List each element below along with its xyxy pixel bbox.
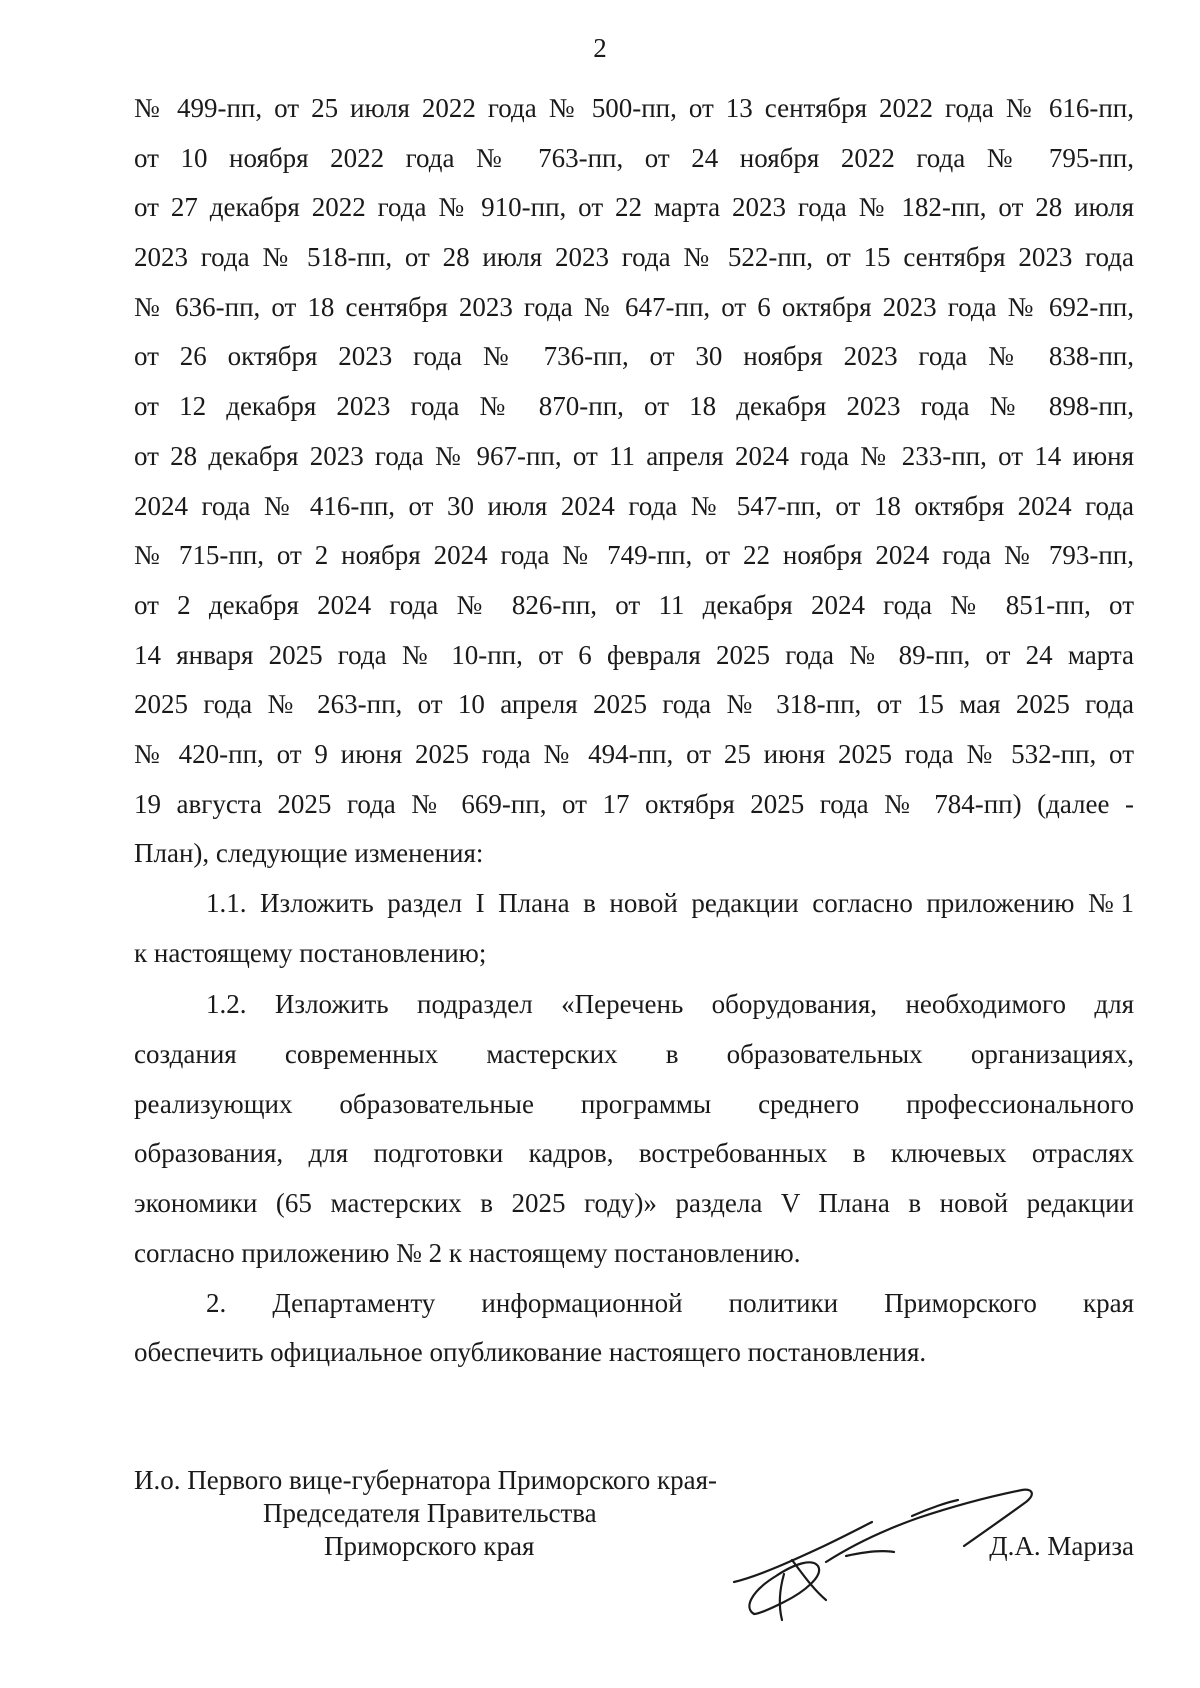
text-line: экономики (65 мастерских в 2025 году)» раздела V Плана в новой редакции bbox=[134, 1188, 1134, 1219]
paragraph-item-1-2 bbox=[134, 980, 1134, 1278]
text-line: 1.1. Изложить раздел I Плана в новой редакции согласно приложению №1 bbox=[206, 888, 1134, 918]
text-line: 14 января 2025 года № 10-пп, от 6 февраля 2025 года № 89-пп, от 24 марта bbox=[134, 639, 1134, 670]
text-line: согласно приложению № 2 к настоящему постановлению. bbox=[134, 1237, 801, 1268]
text-line: 19 августа 2025 года № 669-пп, от 17 октября 2025 года № 784-пп) (далее - bbox=[134, 788, 1134, 819]
signature-block bbox=[134, 1464, 1134, 1634]
text-line: План), следующие изменения: bbox=[134, 838, 484, 869]
text-line: № 715-пп, от 2 ноября 2024 года № 749-пп, от 22 ноября 2024 года № 793-пп, bbox=[134, 540, 1134, 571]
text-line: 2023 года № 518-пп, от 28 июля 2023 года № 522-пп, от 15 сентября 2023 года bbox=[134, 242, 1134, 273]
signatory-name: Д.А. Мариза bbox=[989, 1531, 1134, 1561]
text-line: 1.2. Изложить подраздел «Перечень оборудования, необходимого для bbox=[206, 989, 1134, 1020]
signatory-title-line-1: И.о. Первого вице-губернатора Приморского края- bbox=[134, 1465, 717, 1495]
text-line: от 12 декабря 2023 года № 870-пп, от 18 декабря 2023 года № 898-пп, bbox=[134, 391, 1134, 422]
text-line: от 27 декабря 2022 года № 910-пп, от 22 марта 2023 года № 182-пп, от 28 июля bbox=[134, 192, 1134, 223]
text-line: реализующих образовательные программы среднего профессионального bbox=[134, 1088, 1134, 1119]
text-line: 2024 года № 416-пп, от 30 июля 2024 года № 547-пп, от 18 октября 2024 года bbox=[134, 490, 1134, 521]
text-line: от 2 декабря 2024 года № 826-пп, от 11 декабря 2024 года № 851-пп, от bbox=[134, 589, 1134, 620]
paragraph-item-2 bbox=[134, 1279, 1134, 1378]
document-body bbox=[134, 84, 1134, 1378]
paragraph-item-1-1 bbox=[134, 879, 1134, 978]
text-line: образования, для подготовки кадров, востребованных в ключевых отраслях bbox=[134, 1138, 1134, 1169]
text-line: создания современных мастерских в образовательных организациях, bbox=[134, 1039, 1134, 1070]
paragraph-amendment-list bbox=[134, 84, 1134, 879]
page-number: 2 bbox=[593, 33, 607, 63]
signatory-title-line-2: Председателя Правительства bbox=[263, 1498, 597, 1528]
text-line: обеспечить официальное опубликование настоящего постановления. bbox=[134, 1337, 927, 1368]
text-line: № 636-пп, от 18 сентября 2023 года № 647-пп, от 6 октября 2023 года № 692-пп, bbox=[134, 291, 1134, 322]
text-line: № 499-пп, от 25 июля 2022 года № 500-пп, от 13 сентября 2022 года № 616-пп, bbox=[134, 93, 1134, 123]
text-line: 2. Департаменту информационной политики Приморского края bbox=[206, 1287, 1134, 1318]
text-line: к настоящему постановлению; bbox=[134, 937, 487, 968]
signatory-title-line-3: Приморского края bbox=[324, 1531, 535, 1561]
text-line: от 28 декабря 2023 года № 967-пп, от 11 апреля 2024 года № 233-пп, от 14 июня bbox=[134, 440, 1134, 471]
text-line: № 420-пп, от 9 июня 2025 года № 494-пп, от 25 июня 2025 года № 532-пп, от bbox=[134, 738, 1134, 769]
text-line: от 26 октября 2023 года № 736-пп, от 30 ноября 2023 года № 838-пп, bbox=[134, 341, 1134, 372]
text-line: 2025 года № 263-пп, от 10 апреля 2025 года № 318-пп, от 15 мая 2025 года bbox=[134, 689, 1134, 720]
text-line: от 10 ноября 2022 года № 763-пп, от 24 ноября 2022 года № 795-пп, bbox=[134, 142, 1134, 173]
